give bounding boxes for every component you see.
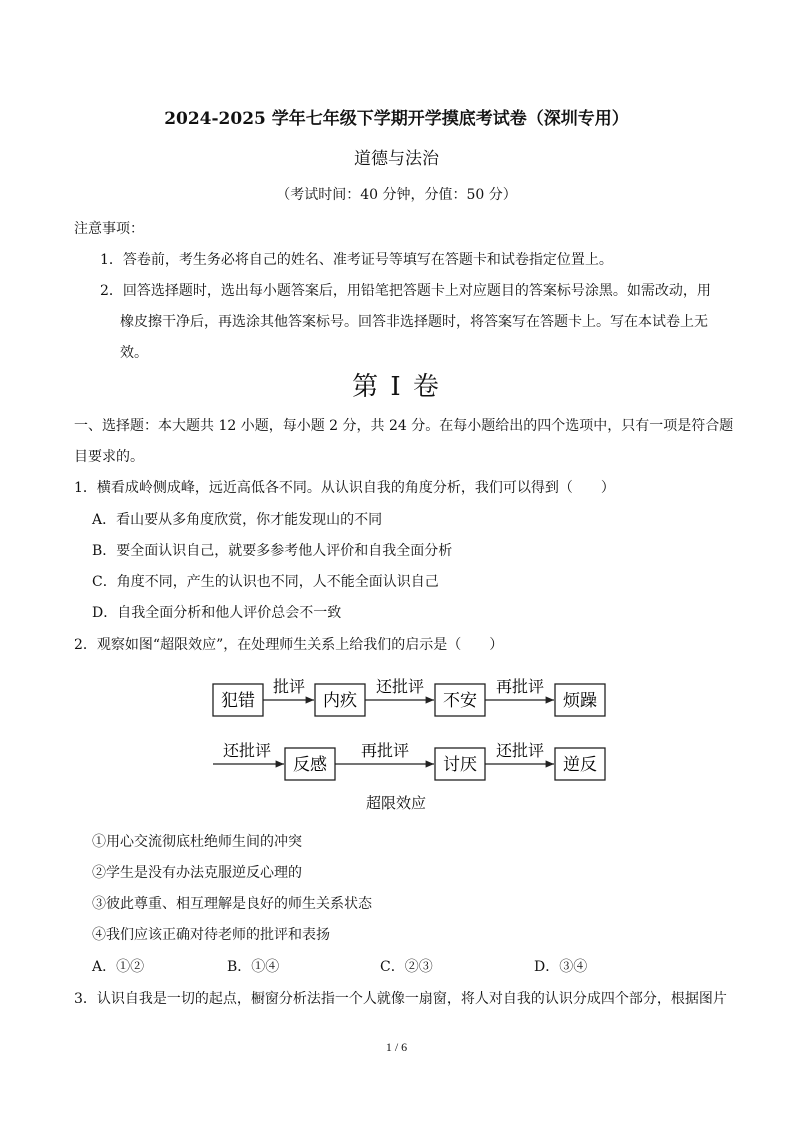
- row1-arrow-label-1: 批评: [272, 677, 306, 696]
- row2-box-3: [555, 748, 605, 780]
- svg-text:内疚: 内疚: [323, 691, 357, 711]
- question-2-statement-4: ④我们应该正确对待老师的批评和表扬: [92, 927, 330, 943]
- row2-box-1: [285, 748, 335, 780]
- section-1-line-2: 目要求的。: [74, 449, 144, 465]
- svg-text:犯错: 犯错: [221, 691, 255, 711]
- notice-item-1: 1．答卷前，考生务必将自己的姓名、准考证号等填写在答题卡和试卷指定位置上。: [100, 252, 613, 268]
- notice-heading: 注意事项：: [74, 221, 144, 237]
- row2-arrow-label-2: 还批评: [495, 741, 545, 760]
- row1-box-3: [435, 684, 485, 716]
- svg-text:不安: 不安: [443, 691, 477, 711]
- svg-text:讨厌: 讨厌: [443, 755, 477, 775]
- question-2-option-c: C．②③: [380, 959, 433, 975]
- notice-item-2-line-2: 橡皮擦干净后，再选涂其他答案标号。回答非选择题时，将答案写在答题卡上。写在本试卷上无: [120, 314, 708, 330]
- row2-box-2: [435, 748, 485, 780]
- notice-item-2-line-1: 2．回答选择题时，选出每小题答案后，用铅笔把答题卡上对应题目的答案标号涂黑。如需改动，用: [100, 283, 711, 299]
- row1-box-4: [555, 684, 605, 716]
- row2-lead-label: 还批评: [222, 741, 272, 760]
- question-2-option-b: B．①④: [227, 959, 280, 975]
- svg-text:烦躁: 烦躁: [563, 691, 597, 711]
- row1-box-2: [315, 684, 365, 716]
- volume-title: 第 I 卷: [352, 372, 441, 402]
- row2-arrow-label-1: 再批评: [360, 741, 410, 760]
- overlimit-effect-diagram: [205, 672, 615, 787]
- question-3-stem-line-1: 3．认识自我是一切的起点，橱窗分析法指一个人就像一扇窗，将人对自我的认识分成四个部分，根据图片: [74, 991, 727, 1007]
- svg-text:逆反: 逆反: [563, 755, 597, 775]
- question-1-option-c: C．角度不同，产生的认识也不同，人不能全面认识自己: [92, 574, 439, 590]
- section-1-line-1: 一、选择题：本大题共 12 小题，每小题 2 分，共 24 分。在每小题给出的四个选项中，只有一项是符合题: [74, 418, 734, 434]
- row1-box-1: [213, 684, 263, 716]
- row1-arrow-label-2: 还批评: [375, 677, 425, 696]
- svg-text:反感: 反感: [293, 755, 327, 775]
- question-2-statement-2: ②学生是没有办法克服逆反心理的: [92, 865, 302, 881]
- time-info: （考试时间：40 分钟，分值：50 分）: [276, 187, 517, 203]
- question-2-stem: 2．观察如图“超限效应”，在处理师生关系上给我们的启示是（ ）: [74, 637, 504, 653]
- page-number: 1 / 6: [385, 1040, 408, 1054]
- row1-arrow-label-3: 再批评: [495, 677, 545, 696]
- subject-title: 道德与法治: [354, 149, 439, 169]
- diagram-caption: 超限效应: [366, 794, 427, 812]
- question-1-option-d: D．自我全面分析和他人评价总会不一致: [92, 605, 342, 621]
- question-2-option-a: A．①②: [92, 959, 145, 975]
- question-2-option-d: D．③④: [534, 959, 588, 975]
- question-1-stem: 1．横看成岭侧成峰，远近高低各不同。从认识自我的角度分析，我们可以得到（ ）: [74, 480, 615, 496]
- question-2-statement-3: ③彼此尊重、相互理解是良好的师生关系状态: [92, 896, 372, 912]
- question-2-statement-1: ①用心交流彻底杜绝师生间的冲突: [92, 834, 302, 850]
- notice-item-2-line-3: 效。: [120, 345, 148, 361]
- question-1-option-b: B．要全面认识自己，就要多参考他人评价和自我全面分析: [92, 543, 453, 559]
- question-1-option-a: A．看山要从多角度欣赏，你才能发现山的不同: [92, 512, 383, 528]
- exam-title: 2024-2025 学年七年级下学期开学摸底考试卷（深圳专用）: [164, 109, 629, 129]
